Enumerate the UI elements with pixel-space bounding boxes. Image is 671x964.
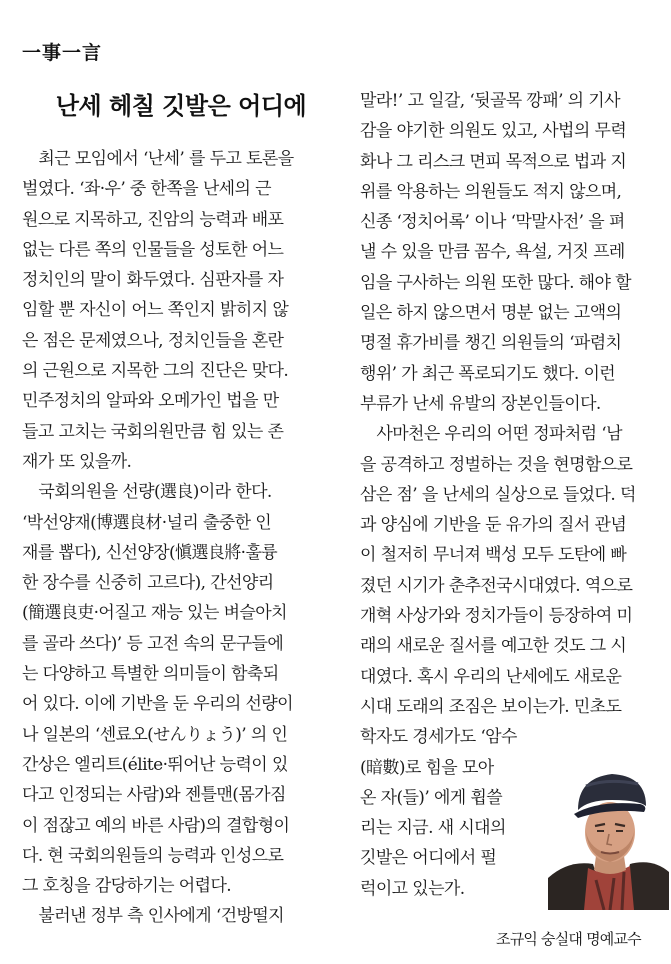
text-line: 학자도 경세가도 ‘암수 (360, 727, 517, 748)
text-line: (暗數)로 힘을 모아 (360, 757, 494, 778)
article-right-column (360, 86, 668, 722)
text-line: 부류가 난세 유발의 장본인들이다. (360, 393, 601, 414)
text-line: 재가 또 있을까. (22, 451, 132, 472)
column-name: 一事一言 (22, 42, 103, 64)
text-line: 낼 수 있을 만큼 꼼수, 욕설, 거짓 프레 (360, 242, 625, 263)
text-line: ‘박선양재(博選良材·널리 출중한 인 (22, 512, 272, 533)
text-line: 럭이고 있는가. (360, 878, 465, 899)
text-line: 삼은 점’ 을 난세의 실상으로 들었다. 덕 (360, 484, 636, 505)
text-line: 깃발은 어디에서 펄 (360, 848, 497, 869)
text-line: 위를 악용하는 의원들도 적지 않으며, (360, 181, 622, 202)
text-line: 감을 야기한 의원도 있고, 사법의 무력 (360, 121, 627, 142)
text-line: 임할 뿐 자신이 어느 쪽인지 밝히지 않 (22, 300, 289, 321)
text-line: 화나 그 리스크 면피 목적으로 법과 지 (360, 151, 627, 172)
text-line: 리는 지금. 새 시대의 (360, 818, 506, 839)
text-line: 정치인의 말이 화두였다. 심판자를 자 (22, 270, 284, 291)
text-line: 없는 다른 쪽의 인물들을 성토한 어느 (22, 239, 284, 260)
text-line: 의 근원으로 지목한 그의 진단은 맞다. (22, 361, 289, 382)
text-line: 간상은 엘리트(élite·뛰어난 능력이 있 (22, 754, 288, 775)
text-line: 신종 ‘정치어록’ 이나 ‘막말사전’ 을 펴 (360, 212, 625, 233)
text-line: 최근 모임에서 ‘난세’ 를 두고 토론을 (22, 149, 294, 169)
text-line: 이 점잖고 예의 바른 사람)의 결합형이 (22, 815, 290, 836)
text-line: 사마천은 우리의 어떤 정파처럼 ‘남 (360, 424, 622, 445)
text-line: 원으로 지목하고, 진암의 능력과 배포 (22, 209, 284, 230)
text-line: 그 호칭을 감당하기는 어렵다. (22, 876, 232, 897)
text-line: 을 공격하고 정벌하는 것을 현명함으로 (360, 454, 633, 475)
author-photo (548, 760, 669, 910)
text-line: 국회의원을 선량(選良)이라 한다. (22, 482, 272, 503)
text-line: 재를 뽑다), 신선양장(愼選良將·훌륭 (22, 542, 278, 563)
article-left-column (22, 144, 338, 932)
text-line: 개혁 사상가와 정치가들이 등장하여 미 (360, 606, 633, 627)
headline: 난세 헤칠 깃발은 어디에 (55, 92, 307, 120)
text-line: 시대 도래의 조짐은 보이는가. 민초도 (360, 696, 622, 717)
text-line: 불러낸 정부 측 인사에게 ‘건방떨지 (22, 906, 284, 927)
text-line: 다. 현 국회의원들의 능력과 인성으로 (22, 845, 284, 866)
text-line: 를 골라 쓰다)’ 등 고전 속의 문구들에 (22, 633, 284, 654)
text-line: 이 철저히 무너져 백성 모두 도탄에 빠 (360, 545, 627, 566)
text-line: 일은 하지 않으면서 명분 없는 고액의 (360, 303, 622, 324)
text-line: 말라!’ 고 일갈, ‘뒷골목 깡패’ 의 기사 (360, 91, 620, 111)
text-line: 다고 인정되는 사람)와 젠틀맨(몸가짐 (22, 785, 286, 806)
text-line: 한 장수를 신중히 고르다), 간선양리 (22, 573, 274, 594)
text-line: 는 다양하고 특별한 의미들이 함축되 (22, 664, 279, 685)
text-line: 임을 구사하는 의원 또한 많다. 해야 할 (360, 272, 631, 293)
text-line: 온 자(들)’ 에게 휩쓸 (360, 787, 503, 808)
text-line: 래의 새로운 질서를 예고한 것도 그 시 (360, 636, 627, 657)
text-line: 벌였다. ‘좌·우’ 중 한쪽을 난세의 근 (22, 179, 271, 200)
text-line: 민주정치의 알파와 오메가인 법을 만 (22, 391, 279, 412)
text-line: 은 점은 문제였으나, 정치인들을 혼란 (22, 330, 284, 351)
text-line: 어 있다. 이에 기반을 둔 우리의 선량이 (22, 694, 293, 715)
text-line: 졌던 시기가 춘추전국시대였다. 역으로 (360, 575, 633, 596)
text-line: 대였다. 혹시 우리의 난세에도 새로운 (360, 666, 622, 687)
text-line: (簡選良吏·어질고 재능 있는 벼슬아치 (22, 603, 287, 624)
text-line: 명절 휴가비를 챙긴 의원들의 ‘파렴치 (360, 333, 622, 354)
text-line: 행위’ 가 최근 폭로되기도 했다. 이런 (360, 363, 616, 384)
text-line: 나 일본의 ‘센료오(せんりょう)’ 의 인 (22, 724, 288, 745)
text-line: 들고 고치는 국회의원만큼 힘 있는 존 (22, 421, 284, 442)
text-line: 과 양심에 기반을 둔 유가의 질서 관념 (360, 515, 627, 536)
author-byline: 조규익 숭실대 명예교수 (496, 930, 641, 948)
